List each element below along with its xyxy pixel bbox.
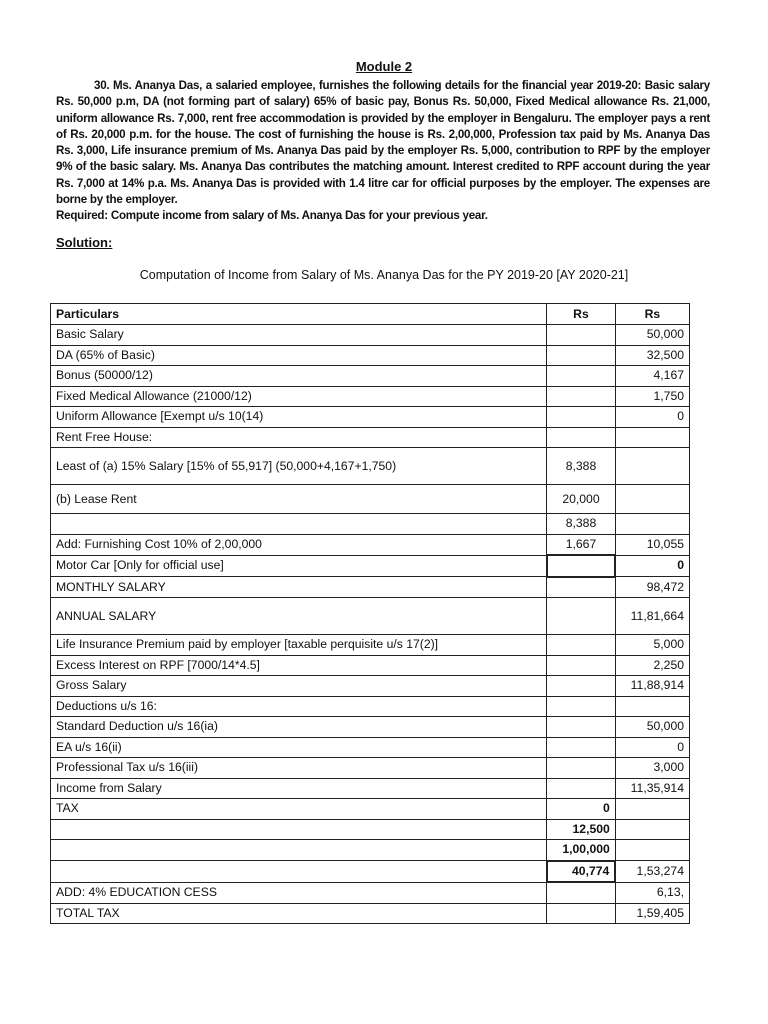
table-row (51, 448, 690, 485)
row-rs2 (615, 485, 689, 514)
row-rs1: 40,774 (547, 861, 616, 883)
row-rs2 (615, 448, 689, 485)
row-rs1 (547, 737, 616, 758)
row-particular: ANNUAL SALARY (51, 598, 547, 635)
row-rs2: 98,472 (615, 577, 689, 598)
row-particular: Fixed Medical Allowance (21000/12) (51, 386, 547, 407)
row-rs1 (547, 325, 616, 346)
row-particular (51, 840, 547, 861)
row-rs1 (547, 696, 616, 717)
row-rs1: 1,00,000 (547, 840, 616, 861)
row-particular (51, 861, 547, 883)
table-row (51, 737, 690, 758)
row-particular: Basic Salary (51, 325, 547, 346)
row-rs2: 1,750 (615, 386, 689, 407)
row-rs1 (547, 655, 616, 676)
computation-title: Computation of Income from Salary of Ms. Ananya Das for the PY 2019-20 [AY 2020-21] (139, 268, 629, 282)
table-row (51, 534, 690, 555)
row-particular: DA (65% of Basic) (51, 345, 547, 366)
row-particular: Income from Salary (51, 778, 547, 799)
row-rs1 (547, 555, 616, 577)
row-rs1 (547, 758, 616, 779)
row-rs2 (615, 799, 689, 820)
table-row (51, 366, 690, 387)
table-row (51, 799, 690, 820)
row-particular: (b) Lease Rent (51, 485, 547, 514)
table-row (51, 676, 690, 697)
header-particulars: Particulars (51, 304, 547, 325)
table-row (51, 427, 690, 448)
table-row (51, 819, 690, 840)
row-particular: Add: Furnishing Cost 10% of 2,00,000 (51, 534, 547, 555)
row-rs1 (547, 345, 616, 366)
row-rs2: 32,500 (615, 345, 689, 366)
row-rs2 (615, 696, 689, 717)
row-particular: Uniform Allowance [Exempt u/s 10(14) (51, 407, 547, 428)
row-rs1 (547, 717, 616, 738)
row-particular: EA u/s 16(ii) (51, 737, 547, 758)
row-rs1 (547, 407, 616, 428)
row-rs1 (547, 903, 616, 924)
row-rs2: 11,81,664 (615, 598, 689, 635)
row-particular: Deductions u/s 16: (51, 696, 547, 717)
row-rs1: 20,000 (547, 485, 616, 514)
row-rs2: 50,000 (615, 325, 689, 346)
row-rs1 (547, 598, 616, 635)
table-row (51, 655, 690, 676)
row-rs2: 0 (615, 737, 689, 758)
question-body: 30. Ms. Ananya Das, a salaried employee, furnishes the following details for the financial year 2019-20: Basic salary Rs. 50,000 p.m, DA (not forming part of salary) 65% of basic pay, Bonus Rs. 50,000, Fixed Medical allowance Rs. 21,000, uniform allowance Rs. 7,000, rent free accommodation is provided by the employer in Bengaluru. The employer pays a rent of Rs. 20,000 p.m. for the house. The cost of furnishing the house is Rs. 2,00,000, Profession tax paid by Ms. Ananya Das Rs. 3,000, Life insurance premium of Ms. Ananya Das paid by the employer Rs. 5,000, contribution to RPF by the employer 9% of the basic salary. Ms. Ananya Das contributes the matching amount. Interest credited to RPF account during the year Rs. 7,000 at 14% p.a. Ms. Ananya Das is provided with 1.4 litre car for official purposes by the employer. The expenses are borne by the employer. (56, 79, 710, 207)
row-rs2: 4,167 (615, 366, 689, 387)
row-rs2: 50,000 (615, 717, 689, 738)
row-particular: Professional Tax u/s 16(iii) (51, 758, 547, 779)
row-rs1: 0 (547, 799, 616, 820)
row-rs2: 2,250 (615, 655, 689, 676)
row-rs2 (615, 427, 689, 448)
row-particular: Bonus (50000/12) (51, 366, 547, 387)
row-rs1 (547, 676, 616, 697)
row-rs1: 1,667 (547, 534, 616, 555)
table-row (51, 903, 690, 924)
table-row (51, 861, 690, 883)
solution-label: Solution: (56, 235, 113, 250)
row-rs2: 5,000 (615, 635, 689, 656)
row-rs1 (547, 635, 616, 656)
row-particular: Least of (a) 15% Salary [15% of 55,917] (50,000+4,167+1,750) (51, 448, 547, 485)
row-rs1: 8,388 (547, 514, 616, 535)
row-rs2: 0 (615, 555, 689, 577)
row-particular: MONTHLY SALARY (51, 577, 547, 598)
table-row (51, 485, 690, 514)
row-rs2 (615, 514, 689, 535)
module-title: Module 2 (355, 59, 413, 74)
row-particular: Excess Interest on RPF [7000/14*4.5] (51, 655, 547, 676)
row-rs2: 11,35,914 (615, 778, 689, 799)
row-particular: ADD: 4% EDUCATION CESS (51, 882, 547, 903)
row-particular: TOTAL TAX (51, 903, 547, 924)
row-rs2 (615, 840, 689, 861)
table-row (51, 598, 690, 635)
row-particular: TAX (51, 799, 547, 820)
row-rs2: 10,055 (615, 534, 689, 555)
table-row (51, 577, 690, 598)
row-rs2: 3,000 (615, 758, 689, 779)
row-particular (51, 514, 547, 535)
table-row (51, 635, 690, 656)
row-particular: Rent Free House: (51, 427, 547, 448)
required-line: Required: Compute income from salary of Ms. Ananya Das for your previous year. (56, 209, 488, 223)
row-rs2: 11,88,914 (615, 676, 689, 697)
table-row (51, 696, 690, 717)
row-particular: Gross Salary (51, 676, 547, 697)
table-row (51, 717, 690, 738)
salary-computation-table (50, 303, 690, 924)
row-rs1 (547, 386, 616, 407)
table-row (51, 345, 690, 366)
row-rs2: 1,53,274 (615, 861, 689, 883)
table-row (51, 514, 690, 535)
row-rs1 (547, 366, 616, 387)
row-rs1: 8,388 (547, 448, 616, 485)
row-particular: Life Insurance Premium paid by employer [taxable perquisite u/s 17(2)] (51, 635, 547, 656)
row-particular (51, 819, 547, 840)
row-rs1 (547, 778, 616, 799)
table-row (51, 758, 690, 779)
row-rs1 (547, 427, 616, 448)
row-particular: Standard Deduction u/s 16(ia) (51, 717, 547, 738)
row-rs1: 12,500 (547, 819, 616, 840)
row-rs2: 0 (615, 407, 689, 428)
question-text (56, 78, 710, 225)
table-row (51, 882, 690, 903)
row-rs2 (615, 819, 689, 840)
table-row (51, 778, 690, 799)
table-row (51, 407, 690, 428)
header-rs-1: Rs (547, 304, 616, 325)
row-rs2: 6,13, (615, 882, 689, 903)
row-particular: Motor Car [Only for official use] (51, 555, 547, 577)
row-rs1 (547, 882, 616, 903)
row-rs1 (547, 577, 616, 598)
table-row (51, 386, 690, 407)
table-row (51, 555, 690, 577)
table-row (51, 840, 690, 861)
table-row (51, 325, 690, 346)
row-rs2: 1,59,405 (615, 903, 689, 924)
table-header-row (51, 304, 690, 325)
header-rs-2: Rs (615, 304, 689, 325)
